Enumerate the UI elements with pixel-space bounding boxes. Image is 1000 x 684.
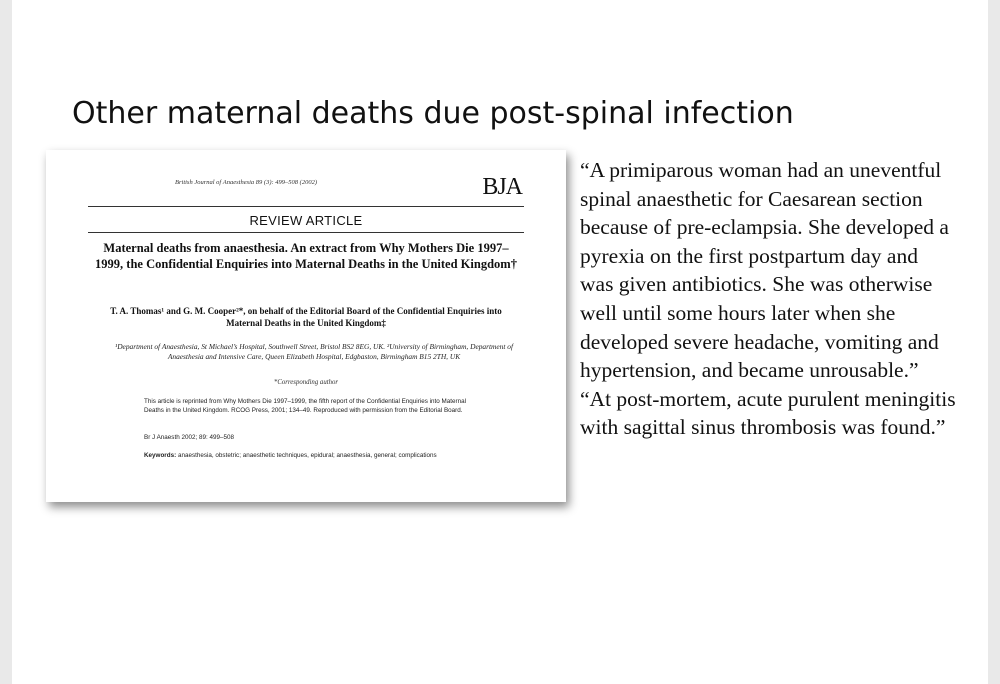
bja-logo: BJA — [482, 174, 522, 200]
quote-paragraph-1: “A primiparous woman had an uneventful spinal anaesthetic for Caesarean section because of pre-eclampsia. She developed a pyrexia on the first postpartum day and was given antibiotics. She was otherwise well until some hours later when she developed severe headache, vomiting and hypertension, and became unrousable.” — [580, 158, 949, 383]
corresponding-author-note: *Corresponding author — [273, 379, 339, 386]
section-label: REVIEW ARTICLE — [249, 213, 363, 228]
slide — [12, 0, 988, 684]
article-keywords — [144, 451, 464, 460]
quote-paragraph-2: “At post-mortem, acute purulent meningitis with sagittal sinus thrombosis was found.” — [580, 386, 956, 440]
article-citation: Br J Anaesth 2002; 89: 499–508 — [144, 434, 234, 441]
keywords-label: Keywords: — [144, 452, 177, 459]
journal-citation-line: British Journal of Anaesthesia 89 (3): 499–508 (2002) — [175, 179, 317, 186]
article-authors: T. A. Thomas¹ and G. M. Cooper²*, on behalf of the Editorial Board of the Confidential Enquiries into Maternal Deaths in the United Kingdom‡ — [110, 306, 502, 328]
article-affiliations: ¹Department of Anaesthesia, St Michael’s Hospital, Southwell Street, Bristol BS2 8EG, UK. ²University of Birmingham, Department of Anaesthesia and Intensive Care, Queen Elizabeth Hospital, Edgbaston, Birmingham B15 2TH, UK — [114, 342, 514, 361]
divider — [88, 206, 524, 207]
reprint-note: This article is reprinted from Why Mothers Die 1997–1999, the fifth report of the Confidential Enquiries into Maternal Deaths in the United Kingdom. RCOG Press, 2001; 134–49. Reproduced with permission from the Editorial Board. — [144, 398, 466, 414]
paper-excerpt-image — [46, 150, 566, 502]
divider — [88, 232, 524, 233]
article-title: Maternal deaths from anaesthesia. An extract from Why Mothers Die 1997–1999, the Confidential Enquiries into Maternal Deaths in the United Kingdom† — [95, 241, 517, 271]
slide-title: Other maternal deaths due post-spinal infection — [72, 96, 794, 131]
keywords-text: anaesthesia, obstetric; anaesthetic techniques, epidural; anaesthesia, general; complications — [177, 452, 437, 459]
case-quote — [580, 156, 956, 442]
